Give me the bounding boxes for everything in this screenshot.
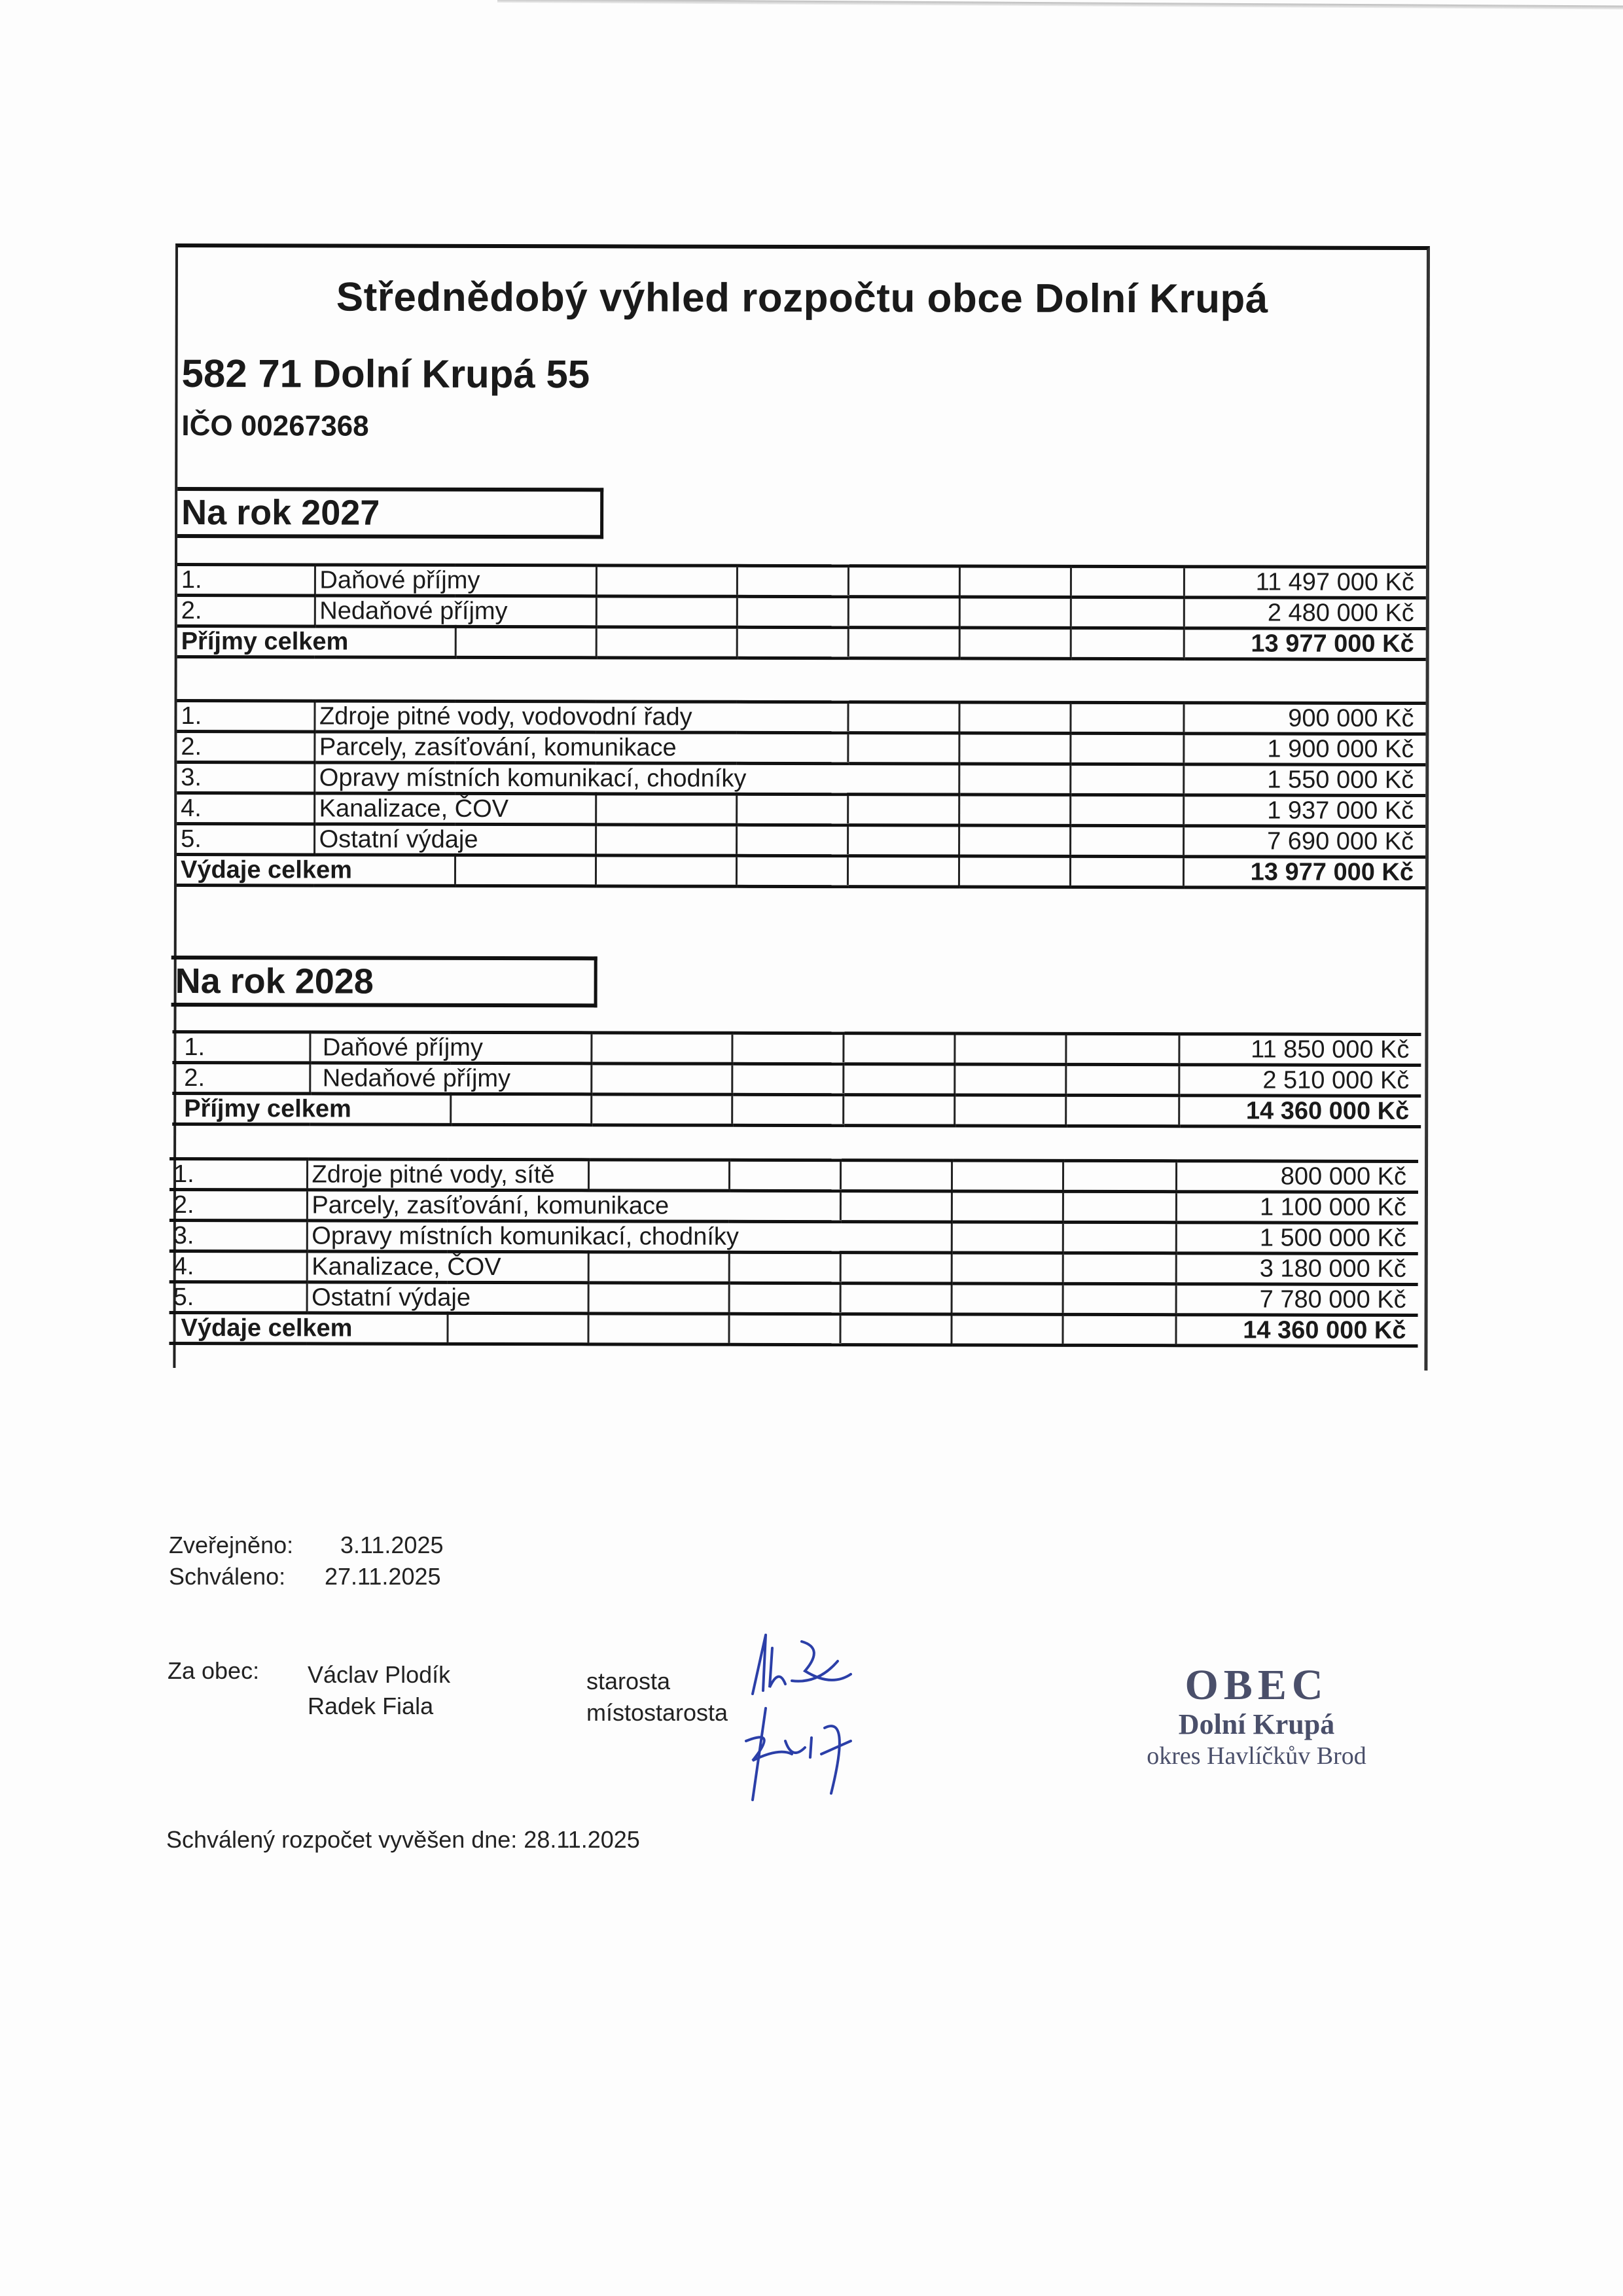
for-municipality-label: Za obec: <box>168 1657 260 1684</box>
row-label: Kanalizace, ČOV <box>314 793 596 825</box>
year-heading-2027: Na rok 2027 <box>177 487 603 539</box>
table-row <box>169 1158 1418 1192</box>
municipal-stamp <box>1113 1662 1400 1771</box>
row-value: 3 180 000 Kč <box>1176 1253 1418 1285</box>
income-table-2028 <box>172 1030 1421 1128</box>
total-row <box>169 1312 1418 1346</box>
signatory-name: Radek Fiala <box>308 1693 434 1719</box>
table-row <box>169 1282 1418 1315</box>
published-date: 3.11.2025 <box>340 1532 444 1558</box>
table-row <box>169 1251 1418 1284</box>
row-number: 4. <box>169 1251 307 1282</box>
stamp-line-3: okres Havlíčkův Brod <box>1147 1742 1366 1770</box>
row-number: 1. <box>177 701 314 732</box>
deputy-signature <box>740 1702 870 1806</box>
table-row <box>177 596 1426 629</box>
row-number: 1. <box>169 1158 307 1189</box>
published-label: Zveřejněno: <box>169 1532 294 1558</box>
total-value: 14 360 000 Kč <box>1179 1096 1421 1127</box>
row-value: 2 480 000 Kč <box>1184 598 1426 629</box>
total-row <box>177 626 1426 660</box>
row-number: 3. <box>177 762 314 793</box>
row-value: 1 937 000 Kč <box>1183 795 1425 827</box>
scan-edge <box>497 0 1623 10</box>
approved-date: 27.11.2025 <box>325 1563 441 1590</box>
row-value: 2 510 000 Kč <box>1179 1065 1421 1096</box>
expense-table-2028 <box>169 1157 1418 1348</box>
row-number: 1. <box>172 1031 310 1062</box>
total-label: Příjmy celkem <box>172 1093 450 1124</box>
table-row <box>172 1031 1421 1065</box>
approved-label: Schváleno: <box>169 1563 286 1590</box>
table-row <box>177 824 1425 857</box>
table-row <box>177 701 1425 734</box>
row-label: Opravy místních komunikací, chodníky <box>314 762 959 795</box>
total-value: 13 977 000 Kč <box>1183 857 1425 888</box>
row-value: 1 500 000 Kč <box>1176 1223 1418 1254</box>
row-number: 1. <box>177 565 315 596</box>
row-label: Zdroje pitné vody, sítě <box>307 1159 588 1191</box>
total-label: Výdaje celkem <box>169 1312 447 1344</box>
total-label: Příjmy celkem <box>177 626 455 658</box>
row-value: 1 900 000 Kč <box>1183 734 1425 765</box>
row-number: 4. <box>177 793 314 824</box>
year-heading-2028: Na rok 2028 <box>171 956 597 1007</box>
budget-frame <box>173 243 1430 1371</box>
row-label: Kanalizace, ČOV <box>307 1251 588 1283</box>
row-value: 7 780 000 Kč <box>1176 1284 1418 1316</box>
row-label: Daňové příjmy <box>310 1032 591 1064</box>
row-value: 7 690 000 Kč <box>1183 826 1425 857</box>
total-label: Výdaje celkem <box>177 855 455 886</box>
row-value: 800 000 Kč <box>1176 1161 1418 1193</box>
row-label: Nedaňové příjmy <box>310 1063 591 1094</box>
income-table-2027 <box>177 563 1426 661</box>
row-number: 2. <box>169 1189 307 1220</box>
address: 582 71 Dolní Krupá 55 <box>181 351 590 397</box>
total-value: 13 977 000 Kč <box>1184 628 1426 660</box>
table-row <box>172 1062 1421 1096</box>
row-number: 2. <box>177 596 315 626</box>
row-number: 5. <box>177 824 314 855</box>
row-label: Ostatní výdaje <box>314 824 596 855</box>
row-label: Opravy místních komunikací, chodníky <box>307 1221 952 1253</box>
table-row <box>177 762 1425 796</box>
stamp-line-2: Dolní Krupá <box>1178 1708 1335 1740</box>
signatory-role: místostarosta <box>586 1699 728 1726</box>
row-number: 5. <box>169 1282 307 1312</box>
table-row <box>169 1220 1418 1253</box>
row-number: 3. <box>169 1220 307 1251</box>
stamp-line-1: OBEC <box>1185 1661 1329 1709</box>
ico-number: IČO 00267368 <box>181 410 369 442</box>
row-value: 1 100 000 Kč <box>1176 1192 1418 1223</box>
row-label: Parcely, zasíťování, komunikace <box>314 732 847 764</box>
total-value: 14 360 000 Kč <box>1175 1315 1418 1346</box>
row-label: Parcely, zasíťování, komunikace <box>307 1190 840 1222</box>
table-row <box>177 732 1425 765</box>
signatory-name: Václav Plodík <box>308 1661 451 1688</box>
row-value: 11 497 000 Kč <box>1184 567 1426 598</box>
table-row <box>169 1189 1418 1223</box>
table-row <box>177 793 1425 827</box>
total-row <box>172 1093 1421 1126</box>
row-value: 11 850 000 Kč <box>1179 1034 1421 1066</box>
row-number: 2. <box>172 1062 310 1093</box>
row-number: 2. <box>177 732 314 762</box>
mayor-signature <box>740 1622 870 1707</box>
document-title: Střednědobý výhled rozpočtu obce Dolní Krupá <box>336 274 1268 322</box>
row-value: 900 000 Kč <box>1183 703 1425 734</box>
row-label: Nedaňové příjmy <box>315 596 596 627</box>
table-row <box>177 565 1426 598</box>
expense-table-2027 <box>177 699 1426 889</box>
row-label: Daňové příjmy <box>315 565 596 596</box>
signatory-role: starosta <box>586 1668 671 1695</box>
row-value: 1 550 000 Kč <box>1183 764 1425 796</box>
total-row <box>177 855 1425 888</box>
posted-notice: Schválený rozpočet vyvěšen dne: 28.11.2025 <box>166 1826 640 1853</box>
row-label: Ostatní výdaje <box>307 1282 588 1314</box>
row-label: Zdroje pitné vody, vodovodní řady <box>314 701 847 733</box>
